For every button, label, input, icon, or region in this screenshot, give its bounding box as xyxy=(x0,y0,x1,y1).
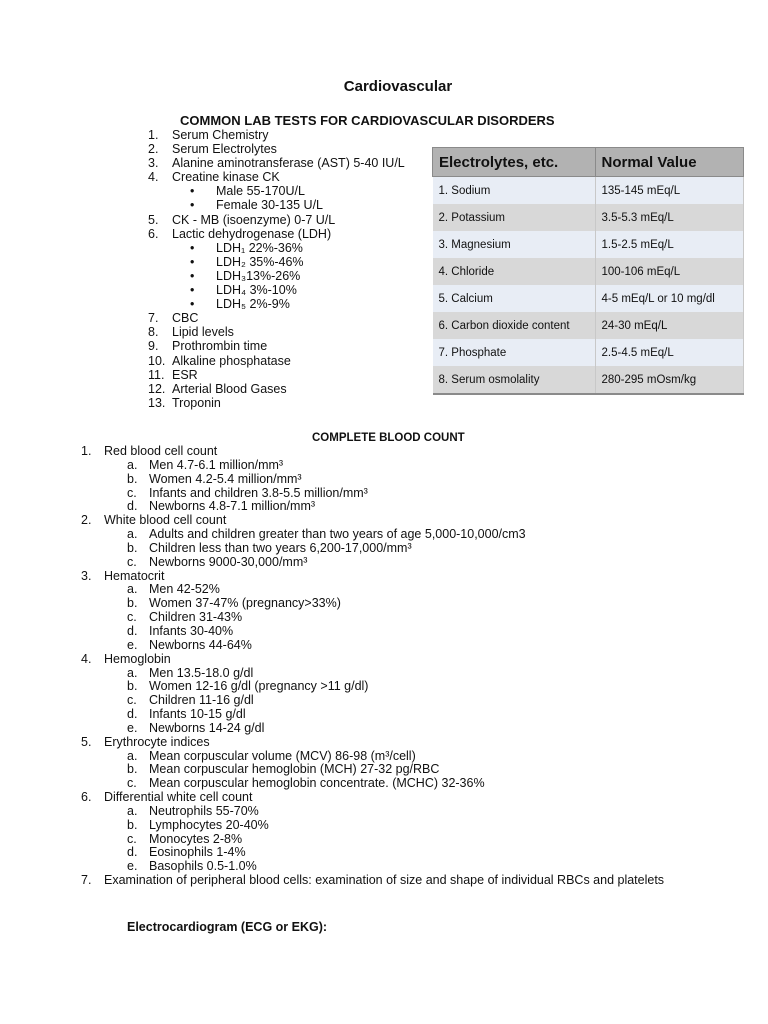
list-item xyxy=(148,396,405,410)
list-text: Alanine aminotransferase (AST) 5-40 IU/L xyxy=(172,156,405,171)
list-letter: b. xyxy=(127,540,138,555)
list-number: 13. xyxy=(148,395,166,410)
list-text: Alkaline phosphatase xyxy=(172,353,291,368)
list-text: Infants and children 3.8-5.5 million/mm³ xyxy=(149,485,368,500)
list-text: Neutrophils 55-70% xyxy=(149,803,259,818)
electrolytes-table xyxy=(432,147,744,395)
table-header-normal-value: Normal Value xyxy=(595,148,744,177)
list-letter: a. xyxy=(127,803,138,818)
list-subitem xyxy=(148,297,405,311)
list-number: 3. xyxy=(148,156,159,171)
table-row xyxy=(433,258,744,285)
list-number: 1. xyxy=(81,444,92,458)
list-number: 10. xyxy=(148,353,166,368)
list-text: Children less than two years 6,200-17,000/mm³ xyxy=(149,540,412,555)
list-item xyxy=(148,170,405,184)
list-number: 7. xyxy=(81,873,92,888)
list-text: Infants 30-40% xyxy=(149,623,234,638)
list-item xyxy=(148,325,405,339)
page-title: Cardiovascular xyxy=(343,78,453,95)
list-number: 3. xyxy=(81,568,92,583)
list-item xyxy=(148,382,405,396)
list-text: Men 4.7-6.1 million/mm³ xyxy=(149,457,284,472)
list-number: 11. xyxy=(148,367,165,382)
list-item xyxy=(81,514,664,528)
list-subitem xyxy=(81,583,664,597)
list-text: LDH₃13%-26% xyxy=(216,268,301,283)
list-subitem xyxy=(81,459,664,473)
list-subitem xyxy=(81,487,664,501)
list-text: Newborns 9000-30,000/mm³ xyxy=(149,554,308,569)
list-subitem xyxy=(148,198,405,212)
normal-value: 1.5-2.5 mEq/L xyxy=(595,231,744,258)
electrolyte-name: 4. Chloride xyxy=(433,258,596,285)
list-subitem xyxy=(81,639,664,653)
list-subitem xyxy=(81,542,664,556)
list-letter: b. xyxy=(127,679,138,694)
list-letter: c. xyxy=(127,831,137,846)
list-text: Mean corpuscular hemoglobin concentrate. (MCHC) 32-36% xyxy=(149,776,485,791)
list-number: 9. xyxy=(148,339,159,354)
list-item xyxy=(81,653,664,667)
list-subitem xyxy=(81,625,664,639)
cbc-heading: COMPLETE BLOOD COUNT xyxy=(312,432,465,444)
list-letter: c. xyxy=(127,693,137,708)
list-text: Hemoglobin xyxy=(104,651,171,666)
list-text: Lymphocytes 20-40% xyxy=(149,817,269,832)
electrolyte-name: 2. Potassium xyxy=(433,204,596,231)
list-text: LDH₂ 35%-46% xyxy=(216,254,304,269)
list-subitem xyxy=(148,255,405,269)
list-subitem xyxy=(81,528,664,542)
list-item xyxy=(148,311,405,325)
ecg-heading: Electrocardiogram (ECG or EKG): xyxy=(127,920,328,934)
list-text: Children 11-16 g/dl xyxy=(149,693,254,708)
list-item xyxy=(148,156,405,170)
list-item xyxy=(148,354,405,368)
list-subitem xyxy=(81,860,664,874)
list-text: Lactic dehydrogenase (LDH) xyxy=(172,226,332,241)
list-number: 4. xyxy=(81,651,92,666)
bullet-icon: • xyxy=(190,283,195,298)
list-text: Basophils 0.5-1.0% xyxy=(149,859,257,874)
table-row xyxy=(433,285,744,312)
list-subitem xyxy=(81,500,664,514)
list-text: Newborns 14-24 g/dl xyxy=(149,720,265,735)
list-number: 12. xyxy=(148,381,166,396)
list-text: Newborns 4.8-7.1 million/mm³ xyxy=(149,499,316,514)
list-subitem xyxy=(81,819,664,833)
list-subitem xyxy=(148,283,405,297)
list-item xyxy=(148,227,405,241)
list-text: Women 4.2-5.4 million/mm³ xyxy=(149,471,302,486)
list-letter: c. xyxy=(127,554,137,569)
list-text: Men 42-52% xyxy=(149,582,220,597)
list-text: ESR xyxy=(172,367,198,382)
list-subitem xyxy=(81,833,664,847)
list-subitem xyxy=(81,750,664,764)
normal-value: 2.5-4.5 mEq/L xyxy=(595,339,744,366)
list-letter: b. xyxy=(127,762,138,777)
list-text: CBC xyxy=(172,311,199,326)
bullet-icon: • xyxy=(190,297,195,312)
list-letter: d. xyxy=(127,499,138,514)
list-letter: a. xyxy=(127,665,138,680)
list-subitem xyxy=(81,722,664,736)
list-subitem xyxy=(81,805,664,819)
normal-value: 3.5-5.3 mEq/L xyxy=(595,204,744,231)
bullet-icon: • xyxy=(190,198,195,213)
electrolyte-name: 7. Phosphate xyxy=(433,339,596,366)
list-text: LDH₅ 2%-9% xyxy=(216,297,290,312)
list-letter: a. xyxy=(127,527,138,542)
list-text: LDH₁ 22%-36% xyxy=(216,240,303,255)
list-subitem xyxy=(81,611,664,625)
list-letter: e. xyxy=(127,637,138,652)
table-row xyxy=(433,312,744,339)
list-letter: c. xyxy=(127,485,137,500)
list-letter: c. xyxy=(127,776,137,791)
table-header-row xyxy=(433,148,744,177)
list-letter: b. xyxy=(127,817,138,832)
table-row xyxy=(433,231,744,258)
list-text: Men 13.5-18.0 g/dl xyxy=(149,665,254,680)
list-subitem xyxy=(81,597,664,611)
list-item xyxy=(148,368,405,382)
list-text: Infants 10-15 g/dl xyxy=(149,707,246,722)
list-subitem xyxy=(81,846,664,860)
list-letter: b. xyxy=(127,471,138,486)
list-subitem xyxy=(81,763,664,777)
normal-value: 280-295 mOsm/kg xyxy=(595,366,744,394)
list-number: 5. xyxy=(148,212,159,227)
list-subitem xyxy=(148,184,405,198)
list-number: 2. xyxy=(148,142,159,157)
list-subitem xyxy=(81,777,664,791)
table-header-electrolytes: Electrolytes, etc. xyxy=(433,148,596,177)
list-number: 6. xyxy=(81,790,92,805)
list-number: 8. xyxy=(148,325,159,340)
list-text: Female 30-135 U/L xyxy=(216,198,324,213)
list-letter: d. xyxy=(127,623,138,638)
list-text: CK - MB (isoenzyme) 0-7 U/L xyxy=(172,212,336,227)
list-letter: c. xyxy=(127,610,137,625)
lab-tests-heading: COMMON LAB TESTS FOR CARDIOVASCULAR DISORDERS xyxy=(180,113,555,128)
list-text: Mean corpuscular hemoglobin (MCH) 27-32 pg/RBC xyxy=(149,762,440,777)
list-text: Erythrocyte indices xyxy=(104,734,210,749)
list-text: Male 55-170U/L xyxy=(216,184,305,199)
cbc-list xyxy=(81,445,664,888)
list-number: 7. xyxy=(148,311,159,326)
normal-value: 135-145 mEq/L xyxy=(595,177,744,205)
list-item xyxy=(81,570,664,584)
list-item xyxy=(148,142,405,156)
list-subitem xyxy=(81,694,664,708)
list-subitem xyxy=(148,269,405,283)
list-text: Arterial Blood Gases xyxy=(172,381,287,396)
electrolyte-name: 1. Sodium xyxy=(433,177,596,205)
list-subitem xyxy=(81,680,664,694)
list-item xyxy=(148,339,405,353)
normal-value: 24-30 mEq/L xyxy=(595,312,744,339)
list-item xyxy=(148,213,405,227)
bullet-icon: • xyxy=(190,240,195,255)
list-item xyxy=(81,791,664,805)
list-letter: a. xyxy=(127,748,138,763)
list-subitem xyxy=(148,241,405,255)
normal-value: 100-106 mEq/L xyxy=(595,258,744,285)
list-number: 5. xyxy=(81,734,92,749)
list-subitem xyxy=(81,708,664,722)
table-row xyxy=(433,177,744,205)
list-text: Eosinophils 1-4% xyxy=(149,845,246,860)
list-text: Prothrombin time xyxy=(172,339,268,354)
list-letter: e. xyxy=(127,720,138,735)
list-item xyxy=(81,445,664,459)
list-text: Women 12-16 g/dl (pregnancy >11 g/dl) xyxy=(149,679,369,694)
list-text: Hematocrit xyxy=(104,568,165,583)
list-text: Women 37-47% (pregnancy>33%) xyxy=(149,596,341,611)
electrolyte-name: 8. Serum osmolality xyxy=(433,366,596,394)
list-text: White blood cell count xyxy=(104,513,227,528)
bullet-icon: • xyxy=(190,268,195,283)
list-letter: a. xyxy=(127,582,138,597)
electrolyte-name: 6. Carbon dioxide content xyxy=(433,312,596,339)
list-text: Serum Electrolytes xyxy=(172,142,277,157)
list-item xyxy=(81,874,664,888)
list-text: Children 31-43% xyxy=(149,610,243,625)
list-text: Examination of peripheral blood cells: examination of size and shape of individual RBCs and platelets xyxy=(104,873,665,888)
list-number: 4. xyxy=(148,170,159,185)
list-text: Lipid levels xyxy=(172,325,234,340)
list-subitem xyxy=(81,667,664,681)
list-number: 6. xyxy=(148,226,159,241)
normal-value: 4-5 mEq/L or 10 mg/dl xyxy=(595,285,744,312)
electrolyte-name: 5. Calcium xyxy=(433,285,596,312)
list-letter: d. xyxy=(127,707,138,722)
list-letter: e. xyxy=(127,859,138,874)
list-item xyxy=(148,128,405,142)
table-row xyxy=(433,366,744,394)
list-letter: b. xyxy=(127,596,138,611)
list-text: LDH₄ 3%-10% xyxy=(216,283,297,298)
table-row xyxy=(433,204,744,231)
list-letter: d. xyxy=(127,845,138,860)
list-text: Newborns 44-64% xyxy=(149,637,252,652)
list-number: 2. xyxy=(81,513,92,528)
list-text: Mean corpuscular volume (MCV) 86-98 (m³/cell) xyxy=(149,748,416,763)
list-text: Adults and children greater than two years of age 5,000-10,000/cm3 xyxy=(149,527,526,542)
bullet-icon: • xyxy=(190,184,195,199)
list-text: Serum Chemistry xyxy=(172,128,269,142)
list-subitem xyxy=(81,556,664,570)
list-item xyxy=(81,736,664,750)
list-letter: a. xyxy=(127,457,138,472)
list-subitem xyxy=(81,473,664,487)
list-text: Monocytes 2-8% xyxy=(149,831,243,846)
list-text: Troponin xyxy=(172,395,221,410)
electrolyte-name: 3. Magnesium xyxy=(433,231,596,258)
list-text: Red blood cell count xyxy=(104,444,218,458)
list-text: Creatine kinase CK xyxy=(172,170,280,185)
bullet-icon: • xyxy=(190,254,195,269)
lab-tests-list xyxy=(148,128,405,410)
table-row xyxy=(433,339,744,366)
list-text: Differential white cell count xyxy=(104,790,253,805)
list-number: 1. xyxy=(148,128,159,142)
